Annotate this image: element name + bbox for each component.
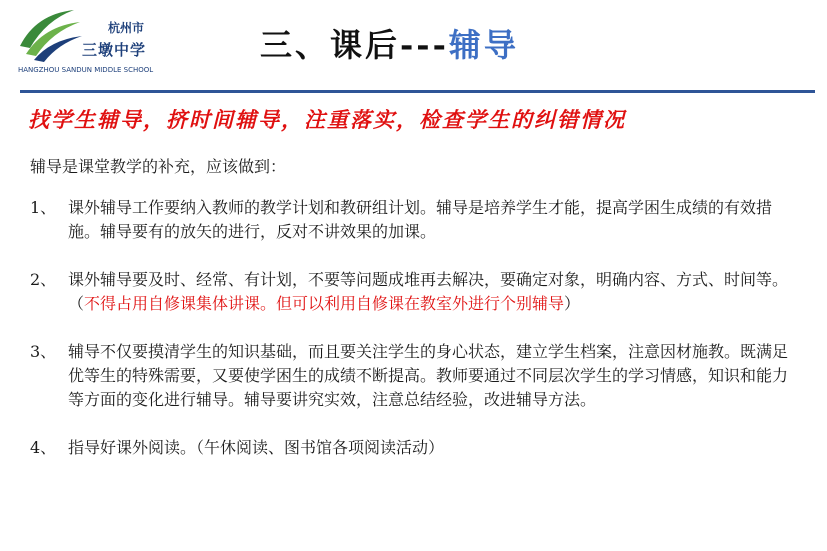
item-text-tail: ） — [564, 294, 581, 313]
title-prefix: 三、课后--- — [260, 26, 449, 64]
item-text: 辅导不仅要摸清学生的知识基础，而且要关注学生的身心状态，建立学生档案，注意因材施教。既满足优等生的特殊需要，又要使学困生的成绩不断提高。教师要通过不同层次学生的学习情感，知识和能力等方面的变化进行辅导。辅导要讲究实效，注意总结经验，改进辅导方法。 — [68, 342, 789, 409]
logo-english-name: HANGZHOU SANDUN MIDDLE SCHOOL — [18, 66, 154, 74]
logo-school-name: 三墩中学 — [82, 41, 147, 59]
item-number: 2、 — [30, 270, 57, 289]
item-text: 课外辅导工作要纳入教师的教学计划和教研组计划。辅导是培养学生才能，提高学困生成绩的有效措施。辅导要有的放矢的进行，反对不讲效果的加课。 — [68, 198, 773, 241]
logo-swoosh-icon — [16, 6, 86, 64]
item-text-main: 课外辅导要及时、经常、有计划，不要等问题成堆再去解决，要确定对象，明确内容、方式、时间等。（ — [68, 270, 789, 313]
list-item — [30, 196, 800, 244]
list-item — [30, 340, 800, 412]
title-divider — [20, 90, 815, 93]
title-highlight: 辅导 — [448, 26, 519, 64]
school-logo — [16, 6, 176, 76]
item-text — [68, 268, 800, 316]
item-text: 指导好课外阅读。（午休阅读、图书馆各项阅读活动） — [68, 438, 445, 457]
list-item — [30, 268, 800, 316]
content-body — [30, 155, 800, 484]
intro-text: 辅导是课堂教学的补充，应该做到： — [30, 157, 287, 176]
item-number: 3、 — [30, 342, 57, 361]
page-title — [260, 20, 519, 66]
item-text-highlight: 不得占用自修课集体讲课。但可以利用自修课在教室外进行个别辅导 — [84, 294, 565, 313]
headline-slogan: 找学生辅导，挤时间辅导，注重落实，检查学生的纠错情况 — [28, 107, 626, 132]
logo-city: 杭州市 — [108, 21, 145, 35]
list-item — [30, 436, 800, 460]
item-number: 1、 — [30, 198, 57, 217]
item-number: 4、 — [30, 438, 57, 457]
